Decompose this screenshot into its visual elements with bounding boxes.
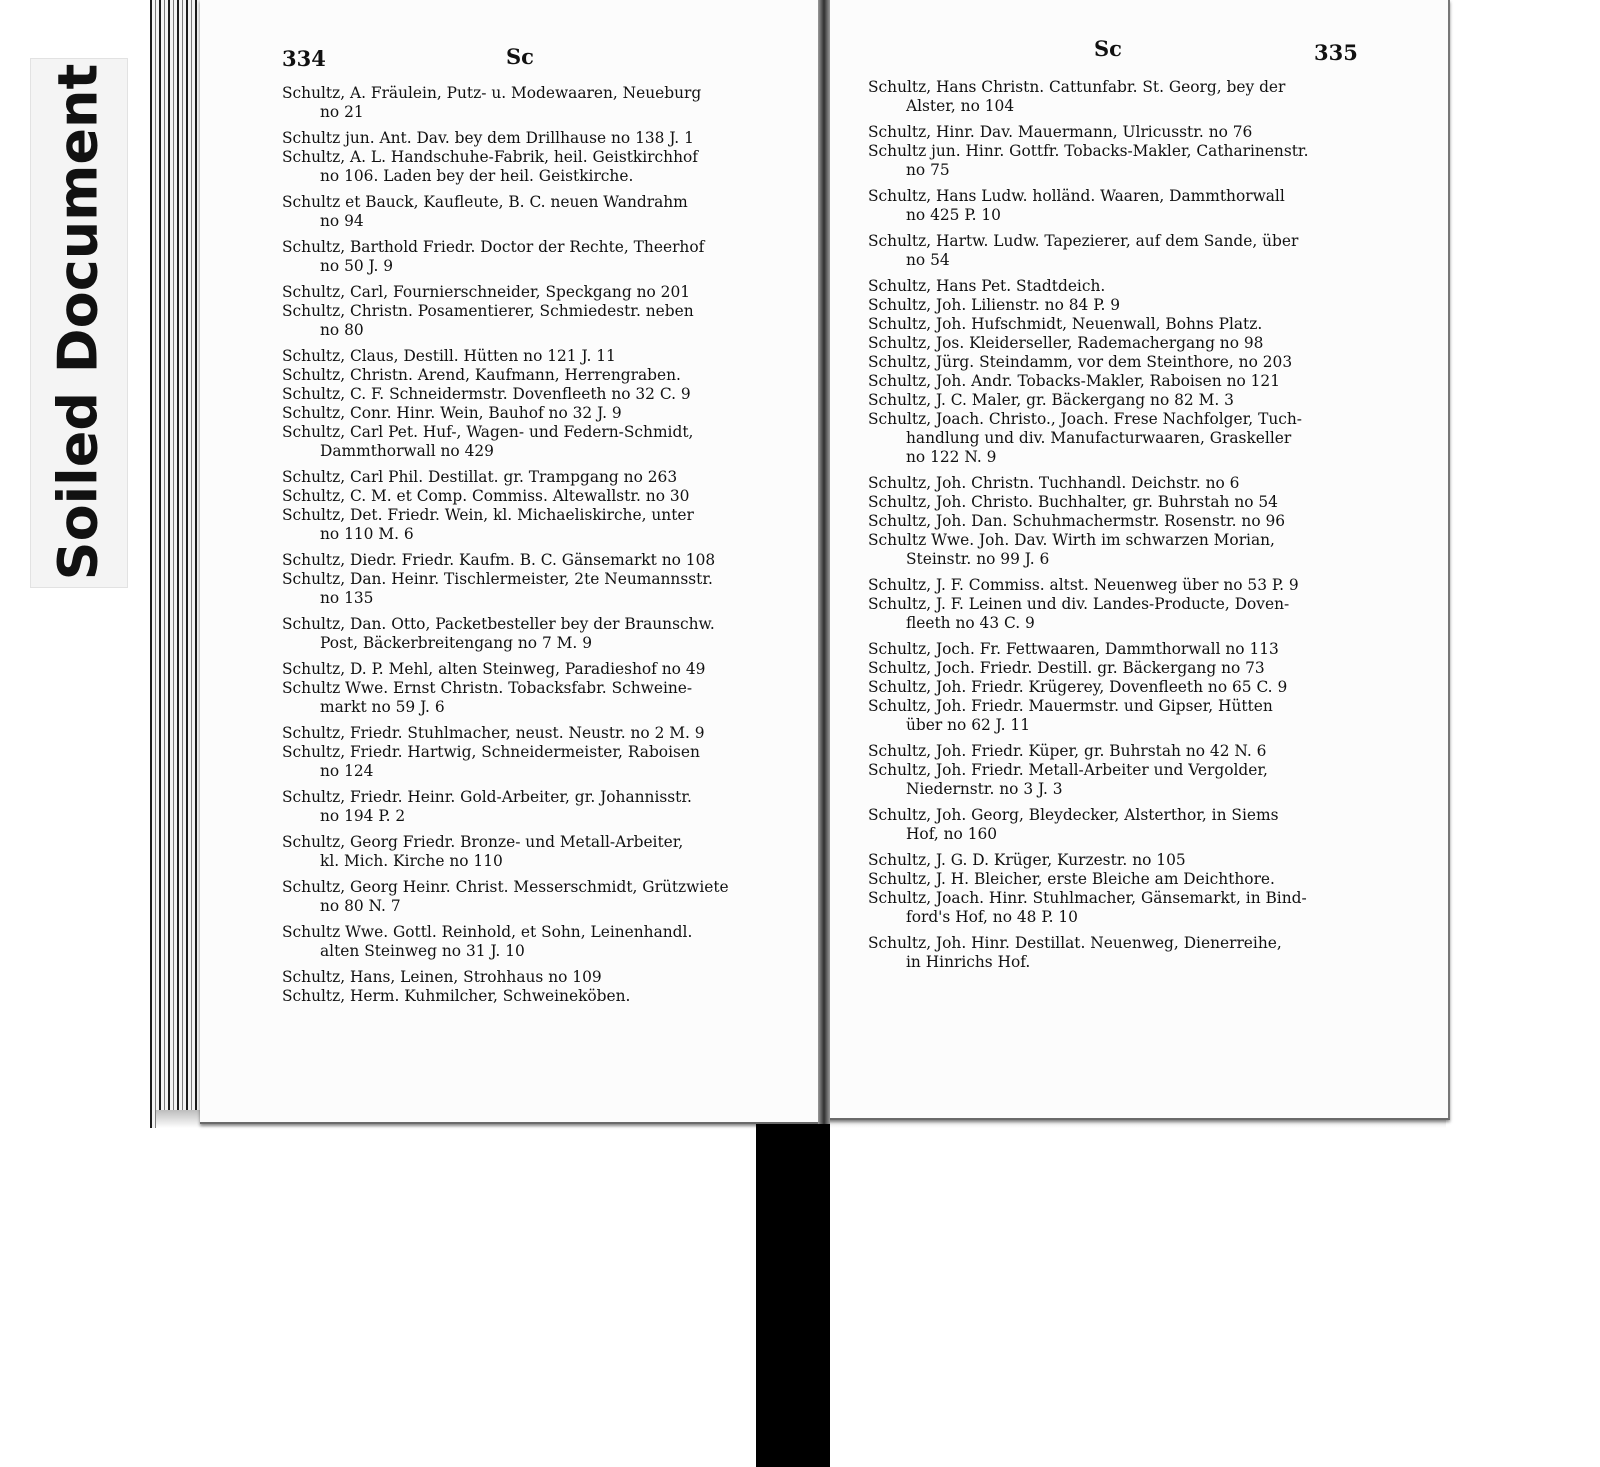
entry-line: Schultz, J. F. Leinen und div. Landes-Producte, Doven-	[868, 595, 1290, 613]
entry-line: Schultz, A. L. Handschuhe-Fabrik, heil. Geistkirchhof	[282, 148, 698, 166]
bookmark-ribbon	[756, 1124, 830, 1467]
entry-continuation: Niedernstr. no 3 J. 3	[906, 780, 1063, 798]
directory-entry	[282, 423, 772, 461]
directory-entry	[868, 870, 1358, 889]
directory-entry	[282, 283, 772, 302]
directory-entry	[868, 78, 1358, 116]
directory-entry	[868, 595, 1358, 633]
entry-continuation: Alster, no 104	[906, 97, 1015, 115]
directory-entry	[282, 193, 772, 231]
directory-entry	[282, 724, 772, 743]
entry-continuation: no 80 N. 7	[320, 897, 401, 915]
directory-entry	[282, 487, 772, 506]
directory-entry	[282, 743, 772, 781]
entry-line: Schultz, Friedr. Hartwig, Schneidermeister, Raboisen	[282, 743, 700, 761]
directory-entry	[868, 531, 1358, 569]
directory-entry	[868, 232, 1358, 270]
entry-line: Schultz, Joh. Georg, Bleydecker, Alsterthor, in Siems	[868, 806, 1279, 824]
entry-line: Schultz, Barthold Friedr. Doctor der Rechte, Theerhof	[282, 238, 705, 256]
directory-entry	[868, 934, 1358, 972]
directory-entry	[868, 334, 1358, 353]
directory-entry	[282, 385, 772, 404]
directory-entry	[868, 315, 1358, 334]
entry-line: Schultz, J. F. Commiss. altst. Neuenweg über no 53 P. 9	[868, 576, 1299, 594]
entry-line: Schultz, Hans, Leinen, Strohhaus no 109	[282, 968, 602, 986]
directory-entry	[868, 761, 1358, 799]
directory-entry	[868, 187, 1358, 225]
entry-line: Schultz, Herm. Kuhmilcher, Schweineköben.	[282, 987, 631, 1005]
directory-entry	[868, 659, 1358, 678]
entry-continuation: no 135	[320, 589, 374, 607]
directory-entry	[282, 878, 772, 916]
entry-line: Schultz Wwe. Gottl. Reinhold, et Sohn, Leinenhandl.	[282, 923, 693, 941]
soiled-document-label: Soiled Document	[46, 63, 110, 581]
entry-continuation: no 94	[320, 212, 364, 230]
entry-line: Schultz, Georg Friedr. Bronze- und Metall-Arbeiter,	[282, 833, 684, 851]
directory-entry	[868, 353, 1358, 372]
right-page-header: Sc	[1094, 36, 1122, 61]
entry-line: Schultz, J. G. D. Krüger, Kurzestr. no 105	[868, 851, 1186, 869]
entry-line: Schultz, Joh. Hinr. Destillat. Neuenweg, Dienerreihe,	[868, 934, 1282, 952]
directory-entry	[868, 851, 1358, 870]
directory-entry	[868, 806, 1358, 844]
entry-line: Schultz, Joh. Friedr. Metall-Arbeiter und Vergolder,	[868, 761, 1268, 779]
entry-line: Schultz jun. Ant. Dav. bey dem Drillhause no 138 J. 1	[282, 129, 694, 147]
book-page-edges	[150, 0, 202, 1128]
directory-entry	[868, 410, 1358, 467]
entry-continuation: no 124	[320, 762, 374, 780]
entry-continuation: Steinstr. no 99 J. 6	[906, 550, 1050, 568]
entry-line: Schultz Wwe. Joh. Dav. Wirth im schwarzen Morian,	[868, 531, 1275, 549]
entry-continuation: no 50 J. 9	[320, 257, 394, 275]
directory-entry	[868, 742, 1358, 761]
entry-line: Schultz, Conr. Hinr. Wein, Bauhof no 32 J. 9	[282, 404, 622, 422]
entry-line: Schultz, Joh. Friedr. Küper, gr. Buhrstah no 42 N. 6	[868, 742, 1267, 760]
entry-continuation: Post, Bäckerbreitengang no 7 M. 9	[320, 634, 592, 652]
directory-entry	[868, 640, 1358, 659]
directory-entry	[282, 404, 772, 423]
entry-continuation: no 75	[906, 161, 950, 179]
entry-continuation: ford's Hof, no 48 P. 10	[906, 908, 1078, 926]
entry-line: Schultz, Joach. Hinr. Stuhlmacher, Gänsemarkt, in Bind-	[868, 889, 1307, 907]
entry-line: Schultz, Carl Pet. Huf-, Wagen- und Federn-Schmidt,	[282, 423, 694, 441]
directory-entry	[282, 366, 772, 385]
directory-entry	[868, 277, 1358, 296]
entry-line: Schultz, Joch. Friedr. Destill. gr. Bäckergang no 73	[868, 659, 1265, 677]
right-page-number: 335	[1314, 40, 1358, 65]
entry-line: Schultz, Joh. Christo. Buchhalter, gr. Buhrstah no 54	[868, 493, 1278, 511]
entry-line: Schultz, Joh. Dan. Schuhmachermstr. Rosenstr. no 96	[868, 512, 1286, 530]
entry-line: Schultz, Joh. Lilienstr. no 84 P. 9	[868, 296, 1121, 314]
directory-entry	[282, 660, 772, 679]
entry-line: Schultz, Joch. Fr. Fettwaaren, Dammthorwall no 113	[868, 640, 1279, 658]
entry-line: Schultz, J. H. Bleicher, erste Bleiche am Deichthore.	[868, 870, 1275, 888]
left-page-header: Sc	[506, 44, 534, 69]
entry-line: Schultz, Friedr. Heinr. Gold-Arbeiter, gr. Johannisstr.	[282, 788, 692, 806]
directory-entry	[282, 679, 772, 717]
directory-entry	[282, 615, 772, 653]
entry-line: Schultz, A. Fräulein, Putz- u. Modewaaren, Neueburg	[282, 84, 702, 102]
directory-entry	[282, 833, 772, 871]
entry-line: Schultz et Bauck, Kaufleute, B. C. neuen Wandrahm	[282, 193, 688, 211]
entry-line: Schultz, D. P. Mehl, alten Steinweg, Paradieshof no 49	[282, 660, 706, 678]
entry-line: Schultz, Det. Friedr. Wein, kl. Michaeliskirche, unter	[282, 506, 694, 524]
directory-entry	[282, 923, 772, 961]
directory-entry	[282, 570, 772, 608]
entry-line: Schultz, Joh. Andr. Tobacks-Makler, Raboisen no 121	[868, 372, 1281, 390]
entry-continuation: handlung und div. Manufacturwaaren, Graskeller	[906, 429, 1292, 447]
entry-line: Schultz, C. F. Schneidermstr. Dovenfleeth no 32 C. 9	[282, 385, 691, 403]
directory-entry	[868, 889, 1358, 927]
entry-continuation: über no 62 J. 11	[906, 716, 1031, 734]
entry-line: Schultz, Hinr. Dav. Mauermann, Ulricusstr. no 76	[868, 123, 1253, 141]
entry-continuation: no 425 P. 10	[906, 206, 1001, 224]
directory-entry	[282, 148, 772, 186]
directory-entry	[282, 238, 772, 276]
entry-line: Schultz, Hans Pet. Stadtdeich.	[868, 277, 1106, 295]
entry-continuation: Hof, no 160	[906, 825, 998, 843]
entry-continuation: no 80	[320, 321, 364, 339]
entry-line: Schultz jun. Hinr. Gottfr. Tobacks-Makler, Catharinenstr.	[868, 142, 1309, 160]
directory-entry	[282, 968, 772, 987]
entry-continuation: no 21	[320, 103, 364, 121]
directory-entry	[868, 678, 1358, 697]
entry-line: Schultz, Hans Christn. Cattunfabr. St. Georg, bey der	[868, 78, 1286, 96]
entry-line: Schultz, Friedr. Stuhlmacher, neust. Neustr. no 2 M. 9	[282, 724, 705, 742]
entry-continuation: no 122 N. 9	[906, 448, 997, 466]
entry-line: Schultz, Carl, Fournierschneider, Speckgang no 201	[282, 283, 691, 301]
entry-line: Schultz, Christn. Posamentierer, Schmiedestr. neben	[282, 302, 694, 320]
entry-line: Schultz, Diedr. Friedr. Kaufm. B. C. Gänsemarkt no 108	[282, 551, 716, 569]
directory-entry	[868, 296, 1358, 315]
left-page-number: 334	[282, 46, 326, 71]
entry-line: Schultz, Hans Ludw. holländ. Waaren, Dammthorwall	[868, 187, 1285, 205]
entry-continuation: alten Steinweg no 31 J. 10	[320, 942, 525, 960]
directory-entry	[282, 84, 772, 122]
entry-line: Schultz, Joh. Christn. Tuchhandl. Deichstr. no 6	[868, 474, 1240, 492]
entry-continuation: no 110 M. 6	[320, 525, 414, 543]
entry-line: Schultz, Christn. Arend, Kaufmann, Herrengraben.	[282, 366, 681, 384]
directory-entry	[868, 697, 1358, 735]
directory-entry	[868, 512, 1358, 531]
left-page-entries	[282, 84, 772, 1006]
entry-line: Schultz, Joh. Friedr. Mauermstr. und Gipser, Hütten	[868, 697, 1273, 715]
entry-line: Schultz, Carl Phil. Destillat. gr. Trampgang no 263	[282, 468, 678, 486]
directory-entry	[282, 551, 772, 570]
entry-line: Schultz Wwe. Ernst Christn. Tobacksfabr. Schweine-	[282, 679, 693, 697]
directory-entry	[868, 576, 1358, 595]
entry-line: Schultz, Joh. Friedr. Krügerey, Dovenfleeth no 65 C. 9	[868, 678, 1288, 696]
entry-continuation: Dammthorwall no 429	[320, 442, 494, 460]
directory-entry	[868, 372, 1358, 391]
entry-continuation: kl. Mich. Kirche no 110	[320, 852, 503, 870]
entry-line: Schultz, Dan. Heinr. Tischlermeister, 2te Neumannsstr.	[282, 570, 713, 588]
entry-line: Schultz, Dan. Otto, Packetbesteller bey der Braunschw.	[282, 615, 715, 633]
entry-line: Schultz, Claus, Destill. Hütten no 121 J. 11	[282, 347, 616, 365]
entry-line: Schultz, Georg Heinr. Christ. Messerschmidt, Grützwiete	[282, 878, 729, 896]
directory-entry	[282, 506, 772, 544]
directory-entry	[282, 347, 772, 366]
directory-entry	[868, 474, 1358, 493]
entry-line: Schultz, J. C. Maler, gr. Bäckergang no 82 M. 3	[868, 391, 1234, 409]
directory-entry	[868, 142, 1358, 180]
entry-continuation: no 194 P. 2	[320, 807, 406, 825]
entry-continuation: markt no 59 J. 6	[320, 698, 445, 716]
directory-entry	[282, 468, 772, 487]
entry-line: Schultz, Hartw. Ludw. Tapezierer, auf dem Sande, über	[868, 232, 1299, 250]
entry-continuation: no 54	[906, 251, 950, 269]
directory-entry	[868, 123, 1358, 142]
entry-line: Schultz, Jürg. Steindamm, vor dem Steinthore, no 203	[868, 353, 1293, 371]
directory-entry	[282, 788, 772, 826]
entry-line: Schultz, Joach. Christo., Joach. Frese Nachfolger, Tuch-	[868, 410, 1302, 428]
directory-entry	[282, 987, 772, 1006]
entry-line: Schultz, Jos. Kleiderseller, Rademachergang no 98	[868, 334, 1264, 352]
directory-entry	[868, 493, 1358, 512]
entry-continuation: no 106. Laden bey der heil. Geistkirche.	[320, 167, 634, 185]
entry-line: Schultz, C. M. et Comp. Commiss. Altewallstr. no 30	[282, 487, 690, 505]
directory-entry	[282, 302, 772, 340]
right-page-entries	[868, 78, 1358, 972]
entry-continuation: fleeth no 43 C. 9	[906, 614, 1035, 632]
book-gutter	[818, 0, 830, 1124]
entry-line: Schultz, Joh. Hufschmidt, Neuenwall, Bohns Platz.	[868, 315, 1263, 333]
directory-entry	[868, 391, 1358, 410]
directory-entry	[282, 129, 772, 148]
entry-continuation: in Hinrichs Hof.	[906, 953, 1031, 971]
